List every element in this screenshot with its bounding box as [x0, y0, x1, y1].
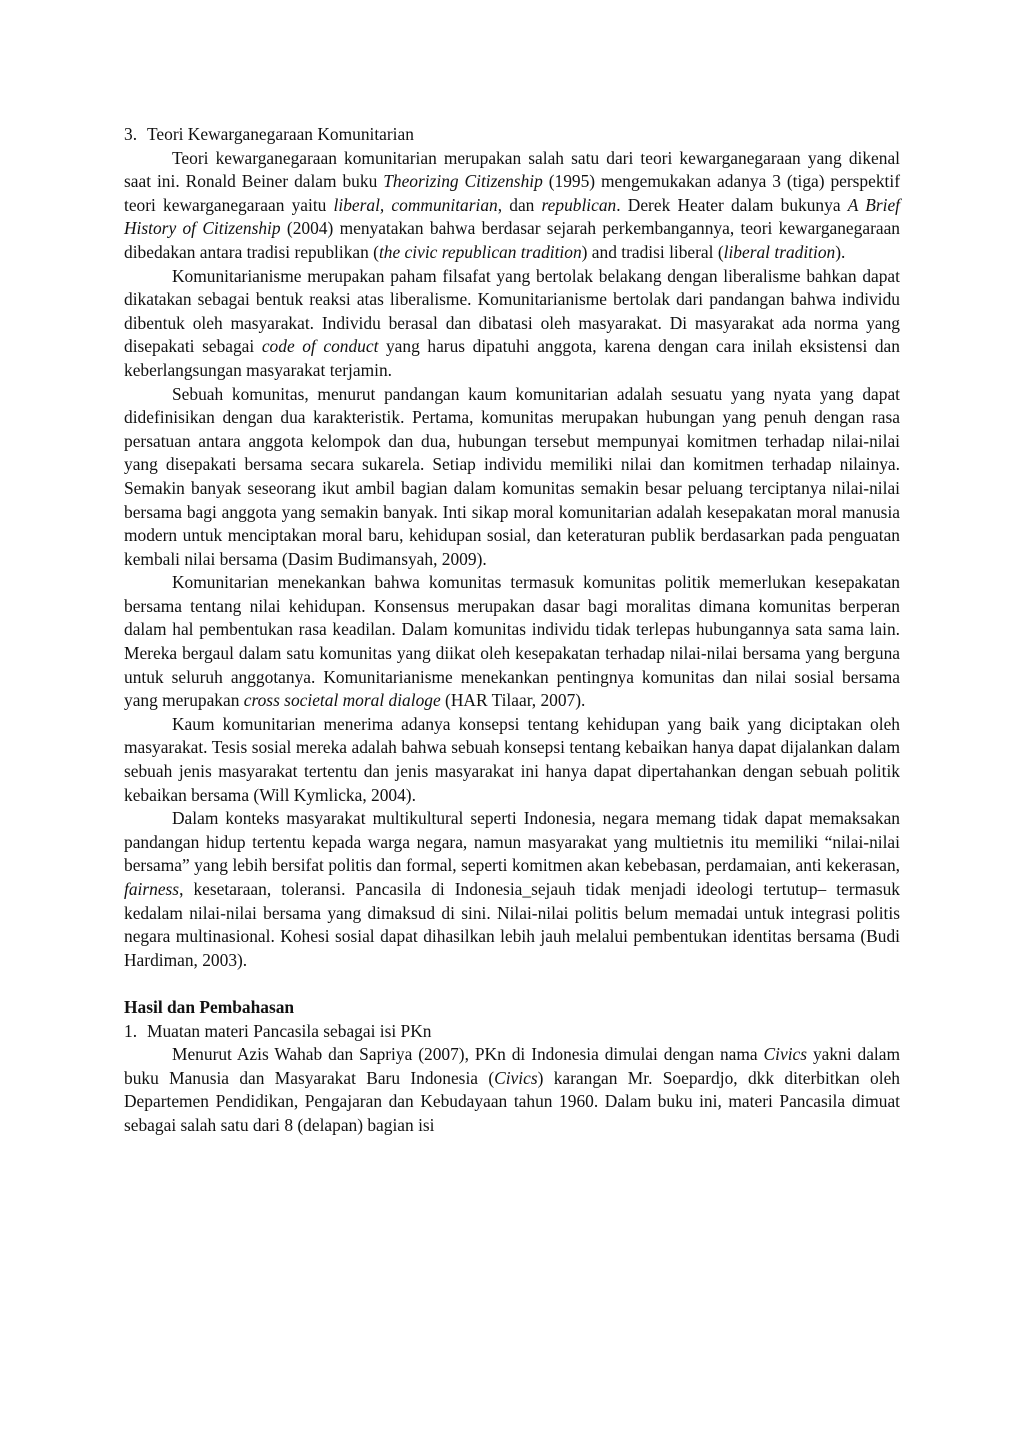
text-run: Sebuah komunitas, menurut pandangan kaum komunitarian adalah sesuatu yang nyata yang dapat didefinisikan dengan dua karakteristik. Pertama, komunitas merupakan hubungan yang penuh dengan rasa persatuan antara anggota kelompok dan dua, hubungan tersebut mempunyai komitmen terhadap nilai-nilai yang disepakati bersama secara sukarela. Setiap individu memiliki nilai dan komitmen terhadap nilainya. Semakin banyak seseorang ikut ambil bagian dalam komunitas semakin besar peluang terciptanya nilai-nilai bersama bagi anggota yang semakin banyak. Inti sikap moral komunitarian adalah kesepakatan moral manusia modern untuk menciptakan moral baru, kehidupan sosial, dan keteraturan publik berdasarkan pada penguatan kembali nilai bersama (Dasim Budimansyah, 2009). — [124, 383, 900, 569]
section-gap — [124, 972, 900, 996]
text-run: . Derek Heater dalam bukunya — [616, 194, 848, 215]
text-run: yang harus dipatuhi anggota, karena dengan cara inilah eksistensi dan keberlangsungan masyarakat terjamin. — [124, 336, 900, 380]
italic-text-run: Theorizing Citizenship — [383, 171, 543, 192]
text-run: , kesetaraan, toleransi. Pancasila di Indonesia_sejauh tidak menjadi ideologi tertutup– termasuk kedalam nilai-nilai bersama yang dimaksud di sini. Nilai-nilai politis belum memadai untuk integrasi politis negara multinasional. Kohesi sosial dapat dihasilkan lebih jauh melalui pembentukan identitas bersama (Budi Hardiman, 2003). — [124, 879, 900, 970]
subsection-number: 1. — [124, 1020, 138, 1041]
italic-text-run: code of conduct — [261, 336, 379, 357]
text-run: Komunitarian menekankan bahwa komunitas termasuk komunitas politik memerlukan kesepakatan bersama tentang nilai kehidupan. Konsensus merupakan dasar bagi moralitas dimana komunitas berperan dalam hal pembentukan rasa keadilan. Dalam komunitas individu tidak terlepas hubungannya sata sama lain. Mereka bergaul dalam satu komunitas yang diikat oleh kesepakatan terhadap nilai-nilai bersama yang berguna untuk seluruh anggotanya. Komunitarianisme menekankan pentingnya komunitas dan nilai sosial bersama yang merupakan — [124, 572, 900, 711]
italic-text-run: cross societal moral dialoge — [243, 690, 441, 711]
text-run: ) karangan Mr. Soepardjo, dkk diterbitkan oleh Departemen Pendidikan, Pengajaran dan Kebudayaan tahun 1960. Dalam buku ini, materi Pancasila dimuat sebagai salah satu dari 8 (delapan) bagian isi — [124, 1067, 900, 1135]
section-title: Teori Kewarganegaraan Komunitarian — [147, 124, 414, 144]
text-run: yakni dalam buku Manusia dan Masyarakat Baru Indonesia ( — [124, 1044, 901, 1088]
text-run: (HAR Tilaar, 2007). — [440, 690, 586, 711]
paragraph-3 — [124, 383, 900, 572]
text-run: Kaum komunitarian menerima adanya konsepsi tentang kehidupan yang baik yang diciptakan oleh masyarakat. Tesis sosial mereka adalah bahwa sebuah konsepsi tentang kebaikan hanya dapat dijalankan dalam sebuah jenis masyarakat tertentu dan jenis masyarakat ini hanya dapat dipertahankan dengan sebuah politik kebaikan bersama (Will Kymlicka, 2004). — [124, 713, 900, 805]
text-run: Dalam konteks masyarakat multikultural seperti Indonesia, negara memang tidak dapat memaksakan pandangan hidup tertentu kepada warga negara, namun masyarakat yang multietnis itu memiliki “nilai-nilai bersama” yang lebih bersifat politis dan formal, seperti komitmen akan kebebasan, perdamaian, anti kekerasan, — [124, 808, 900, 876]
text-run: ). — [835, 241, 846, 262]
document-page — [124, 123, 900, 1138]
paragraph-1 — [124, 147, 900, 265]
section-heading-teori-kewarganegaraan — [124, 123, 900, 147]
results-heading: Hasil dan Pembahasan — [124, 996, 295, 1017]
paragraph-7 — [124, 1043, 900, 1137]
text-run: Menurut Azis Wahab dan Sapriya (2007), PKn di Indonesia dimulai dengan nama — [172, 1044, 764, 1065]
text-run: (2004) menyatakan bahwa berdasar sejarah perkembangannya, teori kewarganegaraan dibedakan antara tradisi republikan ( — [124, 218, 900, 262]
italic-text-run: Civics — [494, 1067, 538, 1088]
text-run: Komunitarianisme merupakan paham filsafat yang bertolak belakang dengan liberalisme bahkan dapat dikatakan sebagai bentuk reaksi atas liberalisme. Komunitarianisme bertolak dari pandangan bahwa individu dibentuk oleh masyarakat. Individu berasal dan dibatasi oleh masyarakat. Di masyarakat ada norma yang disepakati sebagai — [124, 265, 900, 357]
italic-text-run: fairness — [124, 879, 180, 899]
subsection-title: Muatan materi Pancasila sebagai isi PKn — [147, 1020, 432, 1041]
text-run: , dan — [497, 194, 542, 215]
italic-text-run: the civic republican tradition — [378, 241, 582, 262]
paragraph-6 — [124, 807, 900, 972]
subsection-heading-muatan-materi — [124, 1020, 900, 1044]
italic-text-run: A Brief History of Citizenship — [124, 194, 900, 239]
italic-text-run: Civics — [763, 1044, 808, 1065]
italic-text-run: liberal, communitarian — [333, 194, 498, 215]
section-number: 3. — [124, 124, 138, 144]
paragraph-2 — [124, 265, 900, 383]
text-run: (1995) mengemukakan adanya 3 (tiga) perspektif teori kewarganegaraan yaitu — [124, 171, 900, 215]
paragraph-5 — [124, 713, 900, 807]
text-run: Teori kewarganegaraan komunitarian merupakan salah satu dari teori kewarganegaraan yang dikenal saat ini. Ronald Beiner dalam buku — [124, 147, 900, 192]
italic-text-run: liberal tradition — [723, 241, 836, 262]
paragraph-4 — [124, 571, 900, 713]
text-run: ) and tradisi liberal ( — [581, 241, 724, 262]
italic-text-run: republican — [541, 194, 617, 215]
